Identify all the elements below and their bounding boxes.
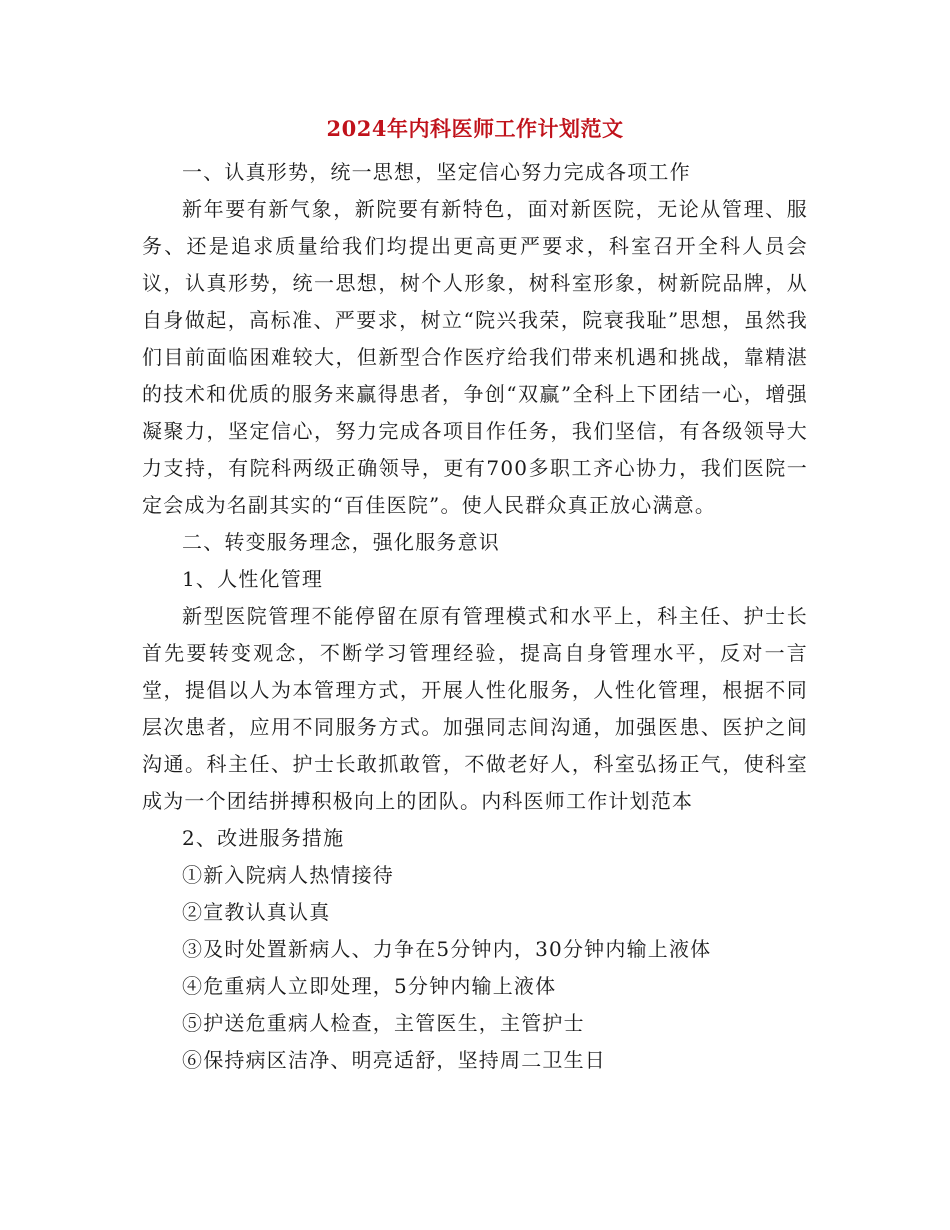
body-paragraph-2: 新型医院管理不能停留在原有管理模式和水平上，科主任、护士长首先要转变观念，不断学习管理经验，提高自身管理水平，反对一言堂，提倡以人为本管理方式，开展人性化服务，人性化管理，根据不同层次患者，应用不同服务方式。加强同志间沟通，加强医患、医护之间沟通。科主任、护士长敢抓敢管，不做老好人，科室弘扬正气，使科室成为一个团结拼搏积极向上的团队。内科医师工作计划范本 — [142, 604, 808, 813]
measure-item-6: ⑥保持病区洁净、明亮适舒，坚持周二卫生日 — [182, 1048, 606, 1072]
measure-item-3: ③及时处置新病人、力争在5分钟内，30分钟内输上液体 — [182, 937, 712, 961]
document-body — [142, 154, 808, 1079]
body-paragraph-1: 新年要有新气象，新院要有新特色，面对新医院，无论从管理、服务、还是追求质量给我们均提出更高更严要求，科室召开全科人员会议，认真形势，统一思想，树个人形象，树科室形象，树新院品牌，从自身做起，高标准、严要求，树立“院兴我荣，院衰我耻”思想，虽然我们目前面临困难较大，但新型合作医疗给我们带来机遇和挑战，靠精湛的技术和优质的服务来赢得患者，争创“双赢”全科上下团结一心，增强凝聚力，坚定信心，努力完成各项目作任务，我们坚信，有各级领导大力支持，有院科两级正确领导，更有700多职工齐心协力，我们医院一定会成为名副其实的“百佳医院”。使人民群众真正放心满意。 — [142, 197, 808, 517]
measure-item-4: ④危重病人立即处理，5分钟内输上液体 — [182, 974, 557, 998]
document-title: 2024年内科医师工作计划范文 — [326, 116, 624, 141]
subsection-heading-1: 1、人性化管理 — [182, 567, 324, 591]
section-heading-1: 一、认真形势，统一思想，坚定信心努力完成各项工作 — [182, 160, 691, 184]
measure-item-1: ①新入院病人热情接待 — [182, 863, 394, 887]
section-heading-2: 二、转变服务理念，强化服务意识 — [182, 530, 500, 554]
measure-item-2: ②宣教认真认真 — [182, 900, 331, 924]
measure-item-5: ⑤护送危重病人检查，主管医生，主管护士 — [182, 1011, 585, 1035]
subsection-heading-2: 2、改进服务措施 — [182, 826, 345, 850]
